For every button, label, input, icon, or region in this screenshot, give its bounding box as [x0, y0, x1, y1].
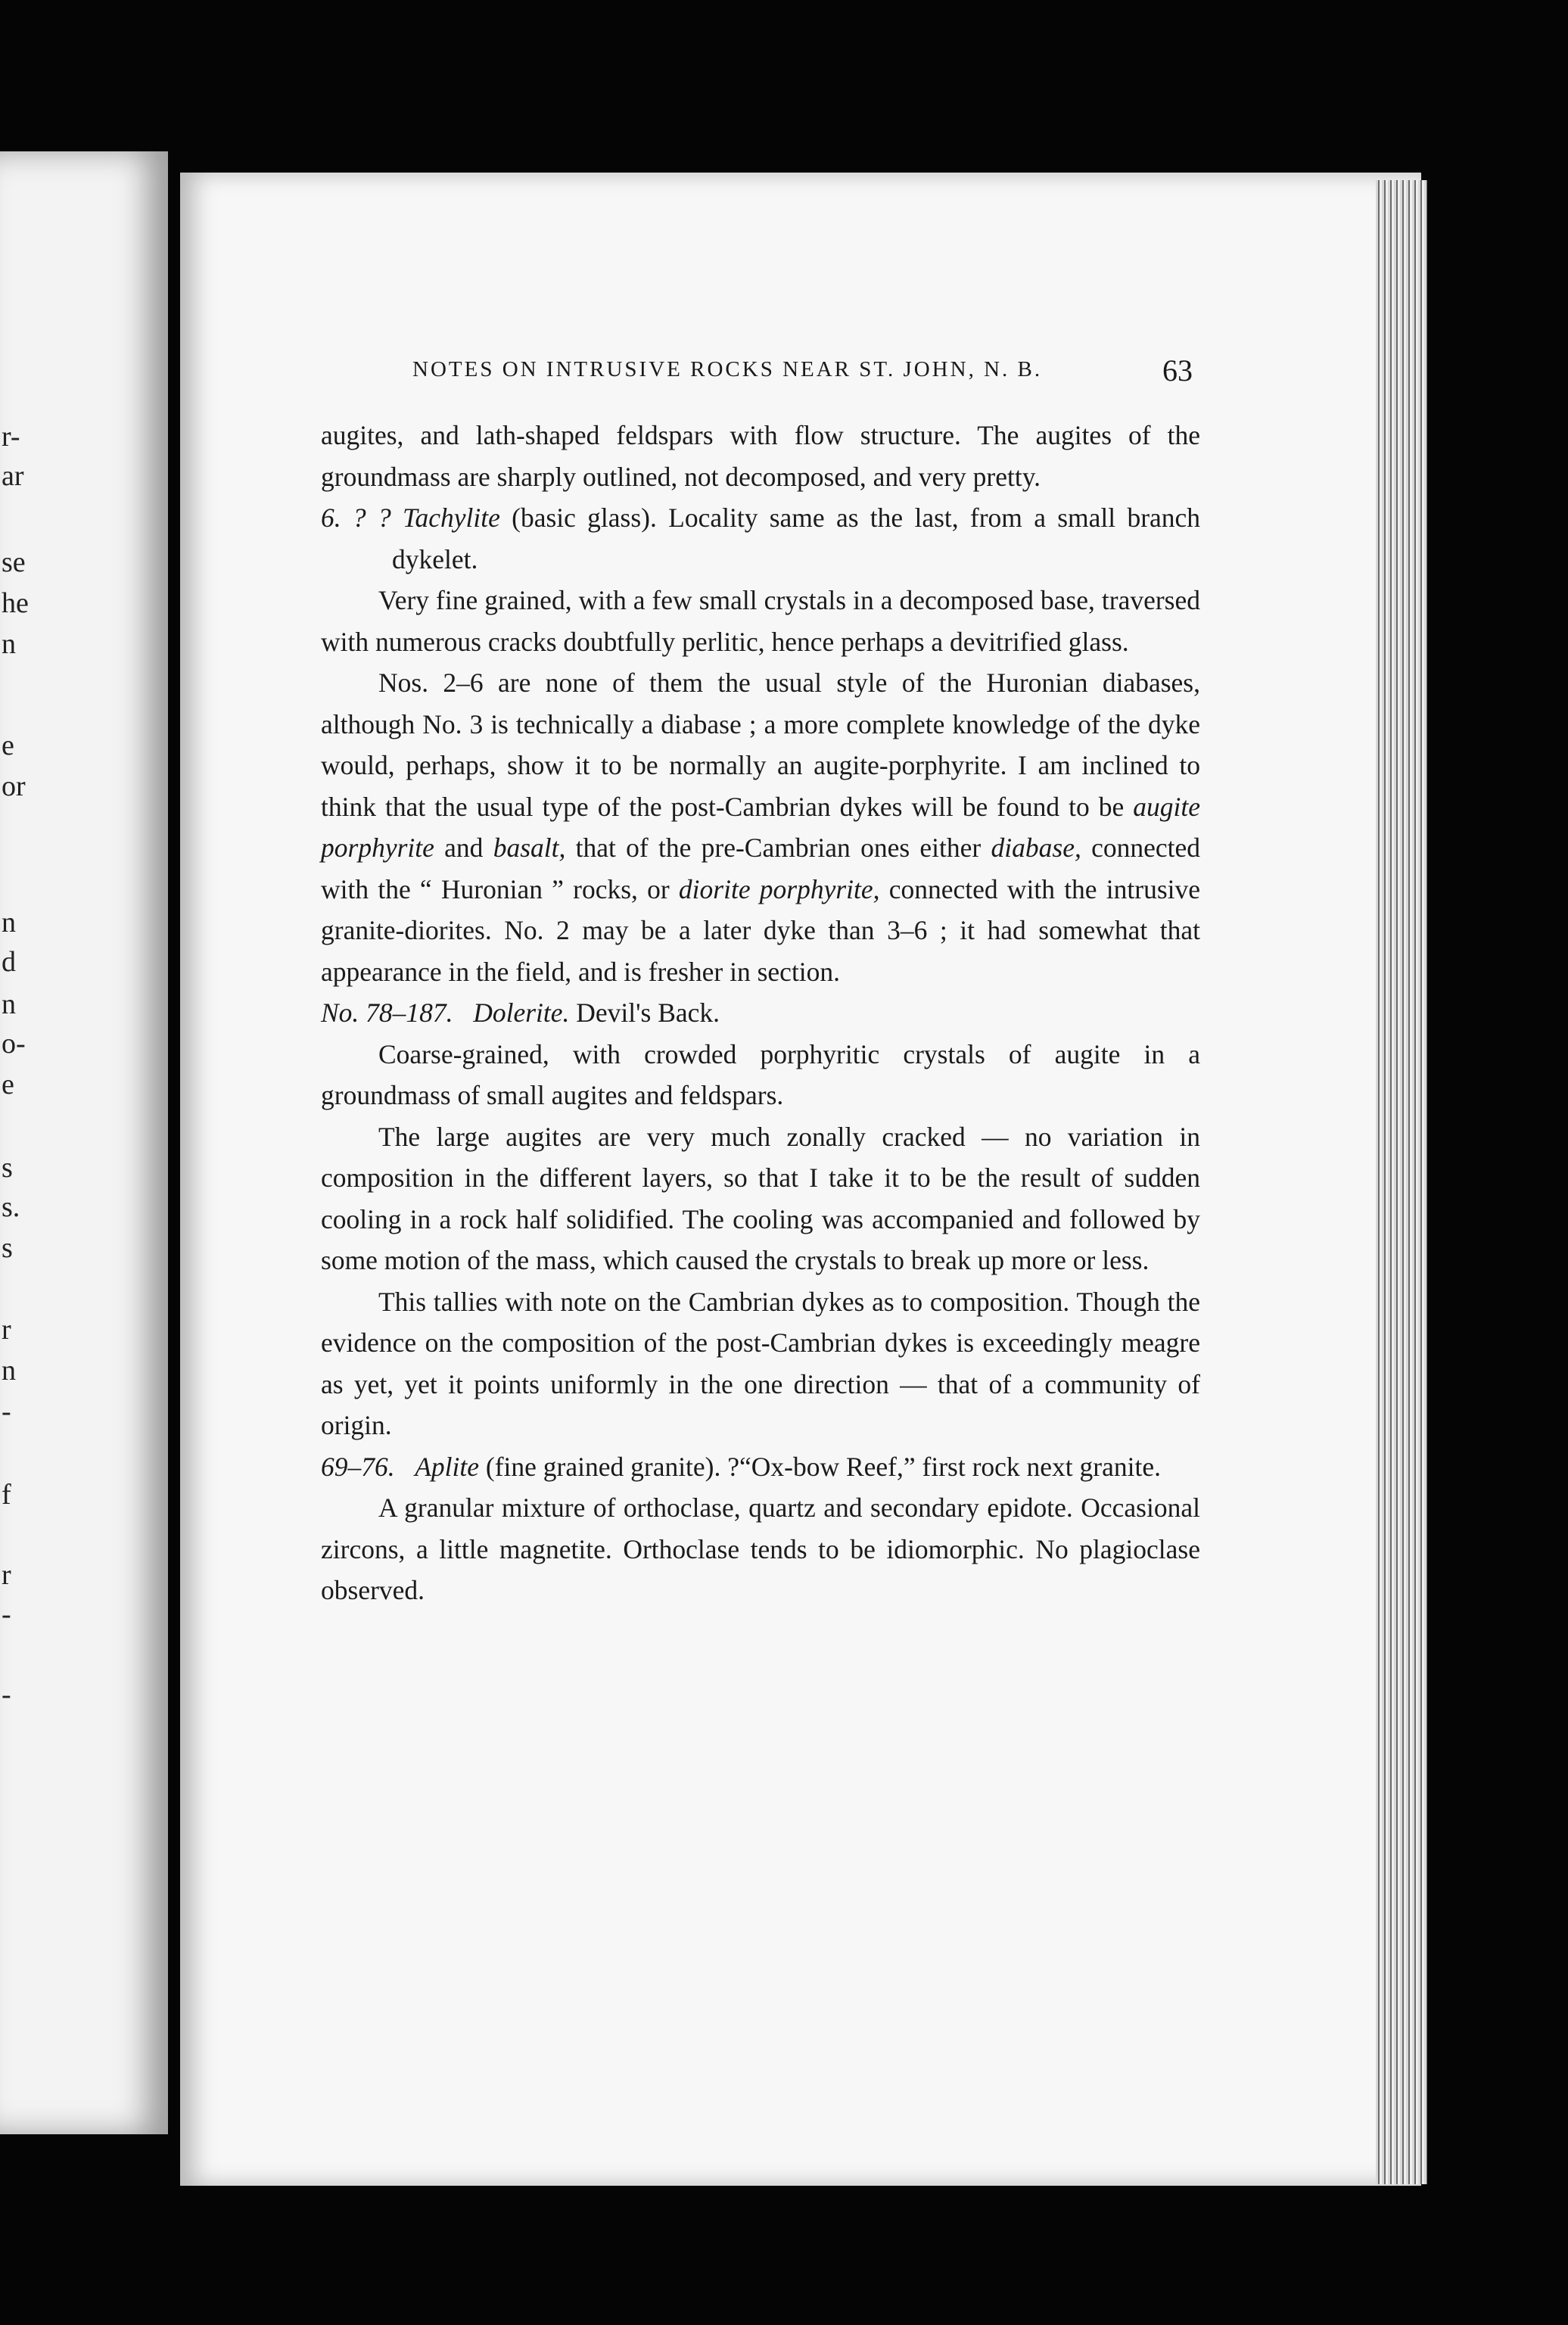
italic-term: basalt,: [493, 833, 566, 863]
text-run: that of the pre-Cambrian ones either: [565, 833, 991, 863]
specimen-description: (basic glass). Locality same as the last, from a small branch dykelet.: [392, 503, 1201, 574]
left-page-fragment: f: [2, 1479, 11, 1511]
left-page-fragment: s: [2, 1232, 13, 1264]
left-page-fragment: r: [2, 1314, 11, 1346]
text-run: connected with the intrusive granite-diorites. No. 2 may be a later dyke than 3–6 ; it had somewhat that appearance in the field, and is fresher in section.: [321, 873, 1201, 987]
left-page-fragment: e: [2, 730, 14, 761]
page-number: 63: [1162, 353, 1193, 388]
paragraph: [321, 662, 1200, 992]
text-run: Nos. 2–6 are none of them the usual style of the Huronian diabases, although No. 3 is technically a diabase ; a more complete knowledge of the dyke would, perhaps, show it to be normally an augite-porphyrite. I am inclined to think that the usual type of the post-Cambrian dykes will be found to be: [321, 668, 1200, 822]
specimen-number: No. 78–187.: [321, 998, 453, 1028]
paragraph: Coarse-grained, with crowded porphyritic crystals of augite in a groundmass of small augites and feldspars.: [321, 1038, 1200, 1110]
left-page-fragment: -: [2, 1598, 11, 1630]
specimen-description: (fine grained granite). ?“Ox-bow Reef,” first rock next granite.: [479, 1451, 1161, 1482]
left-page-fragment: d: [2, 946, 16, 978]
specimen-number: 69–76.: [321, 1451, 395, 1482]
text-run: connected with the “ Huronian ” rocks, or: [321, 833, 1201, 904]
paragraph: This tallies with note on the Cambrian dykes as to composition. Though the evidence on the composition of the post-Cambrian dykes is exceedingly meagre as yet, yet it points uniformly in the one direction — that of a community of origin.: [321, 1286, 1200, 1440]
specimen-entry: [321, 1446, 1200, 1488]
paragraph: augites, and lath-shaped feldspars with flow structure. The augites of the groundmass are sharply outlined, not decomposed, and very pretty.: [321, 420, 1200, 492]
paragraph: Very fine grained, with a few small crystals in a decomposed base, traversed with numerous cracks doubtfully perlitic, hence perhaps a devitrified glass.: [321, 585, 1200, 657]
left-page-fragment: or: [2, 770, 26, 802]
italic-term: diabase,: [991, 833, 1081, 863]
left-page-fragment: r: [2, 1559, 11, 1591]
left-page-fragment: -: [2, 1679, 11, 1710]
left-page-fragment: n: [2, 1355, 16, 1387]
left-page-fragment: -: [2, 1396, 11, 1427]
left-page-fragment: n: [2, 988, 16, 1020]
left-page-fragment: s: [2, 1152, 13, 1184]
paragraph: The large augites are very much zonally cracked — no variation in composition in the different layers, so that I take it to be the result of sudden cooling in a rock half solidified. The cooling was accompanied and followed by some motion of the mass, which caused the crystals to break up more or less.: [321, 1121, 1200, 1275]
left-page-edge: [0, 151, 168, 2134]
body-text: [321, 415, 1200, 1611]
specimen-number: 6.: [321, 503, 341, 533]
left-page-fragment: se: [2, 546, 26, 578]
left-page-fragment: s.: [2, 1191, 20, 1223]
left-page-fragment: r-: [2, 421, 20, 453]
specimen-description: Devil's Back.: [569, 998, 720, 1028]
left-page-fragment: e: [2, 1069, 14, 1100]
left-page-fragment: o-: [2, 1028, 26, 1060]
italic-term: augite porphyrite: [321, 791, 1200, 863]
specimen-entry: [321, 992, 1200, 1034]
paragraph: A granular mixture of orthoclase, quartz and secondary epidote. Occasional zircons, a little magnetite. Orthoclase tends to be idiomorphic. No plagioclase observed.: [321, 1492, 1200, 1605]
specimen-entry: [321, 497, 1200, 580]
running-head: NOTES ON INTRUSIVE ROCKS NEAR ST. JOHN, N. B.: [412, 357, 1043, 381]
left-page-fragment: ar: [2, 460, 24, 492]
left-page-fragment: n: [2, 628, 16, 660]
specimen-name: Dolerite.: [473, 998, 570, 1028]
page-edges: [1376, 180, 1427, 2184]
italic-term: diorite porphyrite,: [678, 873, 880, 904]
text-run: and: [434, 833, 493, 863]
left-page-fragment: n: [2, 907, 16, 938]
specimen-name: Aplite: [415, 1451, 480, 1482]
specimen-name: ? ? Tachylite: [352, 503, 500, 533]
left-page-fragment: he: [2, 587, 29, 619]
